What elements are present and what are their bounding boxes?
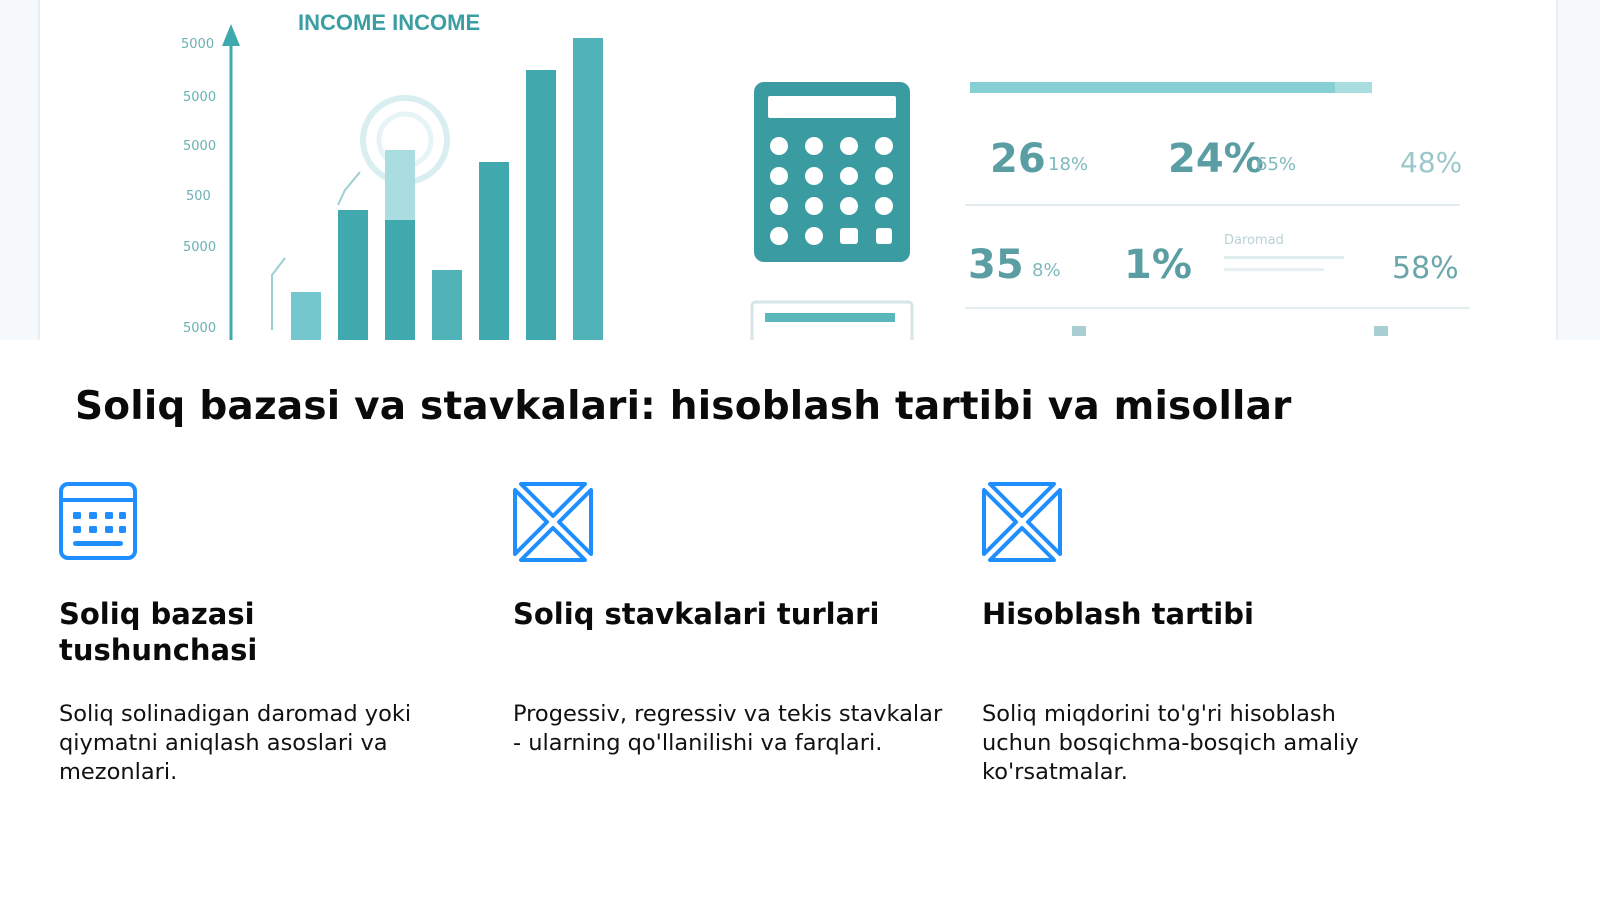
hero-stat-line (1224, 268, 1324, 271)
hero-bar (338, 210, 368, 340)
hero-y-tick: 5000 (183, 90, 217, 105)
hero-stats-topbar-fill (970, 82, 1335, 93)
hero-y-tick: 500 (186, 189, 211, 204)
hero-y-tick: 5000 (183, 321, 217, 336)
hero-stat-sub: 8% (1032, 260, 1061, 281)
hero-bar (479, 162, 509, 340)
card-body: Soliq miqdorini to'g'ri hisoblash uchun bosqichma-bosqich amaliy ko'rsatmalar. (982, 701, 1359, 785)
hero-y-tick: 5000 (183, 139, 217, 154)
card-heading: Soliq stavkalari turlari (513, 597, 880, 631)
hero-bar (526, 70, 556, 340)
hero-chart-title: INCOME INCOME (298, 10, 481, 35)
hero-stat-caption: Daromad (1224, 233, 1284, 248)
hero-image (0, 0, 1600, 340)
hero-stat-value: 1% (1124, 242, 1192, 288)
page-title: Soliq bazasi va stavkalari: hisoblash tartibi va misollar (75, 384, 1292, 429)
feature-card-tax-rates (513, 482, 943, 756)
hero-bar (385, 220, 415, 340)
card-heading: Hisoblash tartibi (982, 597, 1254, 631)
hero-stat-value: 24% (1168, 136, 1264, 182)
compress-arrows-icon (513, 482, 593, 562)
feature-card-calculation-order (982, 482, 1359, 785)
calculator-icon (59, 482, 139, 562)
hero-bar (291, 292, 321, 340)
hero-stat-sub: 18% (1048, 154, 1089, 175)
compress-arrows-icon (982, 482, 1062, 562)
hero-stat-value: 26 (990, 136, 1046, 182)
hero-stat-line (1224, 256, 1344, 259)
hero-stat-sub: 65% (1256, 154, 1297, 175)
card-body: Progessiv, regressiv va tekis stavkalar - ularning qo'llanilishi va farqlari. (513, 701, 943, 756)
card-body: Soliq solinadigan daromad yoki qiymatni aniqlash asoslari va mezonlari. (59, 701, 412, 785)
hero-illustration (0, 0, 1600, 340)
hero-y-axis-arrow (222, 24, 240, 46)
hero-stat-marker (1072, 326, 1086, 336)
feature-card-tax-base (59, 482, 412, 785)
card-heading: Soliq bazasi tushunchasi (59, 597, 258, 667)
hero-y-tick: 5000 (181, 37, 215, 52)
hero-calculator-icon (754, 82, 910, 262)
hero-stat-value: 58% (1392, 251, 1459, 286)
hero-stat-value: 48% (1400, 146, 1463, 179)
hero-y-tick: 5000 (183, 240, 217, 255)
hero-stat-value: 35 (968, 242, 1024, 288)
hero-stat-marker (1374, 326, 1388, 336)
hero-bar (432, 270, 462, 340)
hero-card-bar (765, 313, 895, 322)
hero-bar (573, 38, 603, 340)
